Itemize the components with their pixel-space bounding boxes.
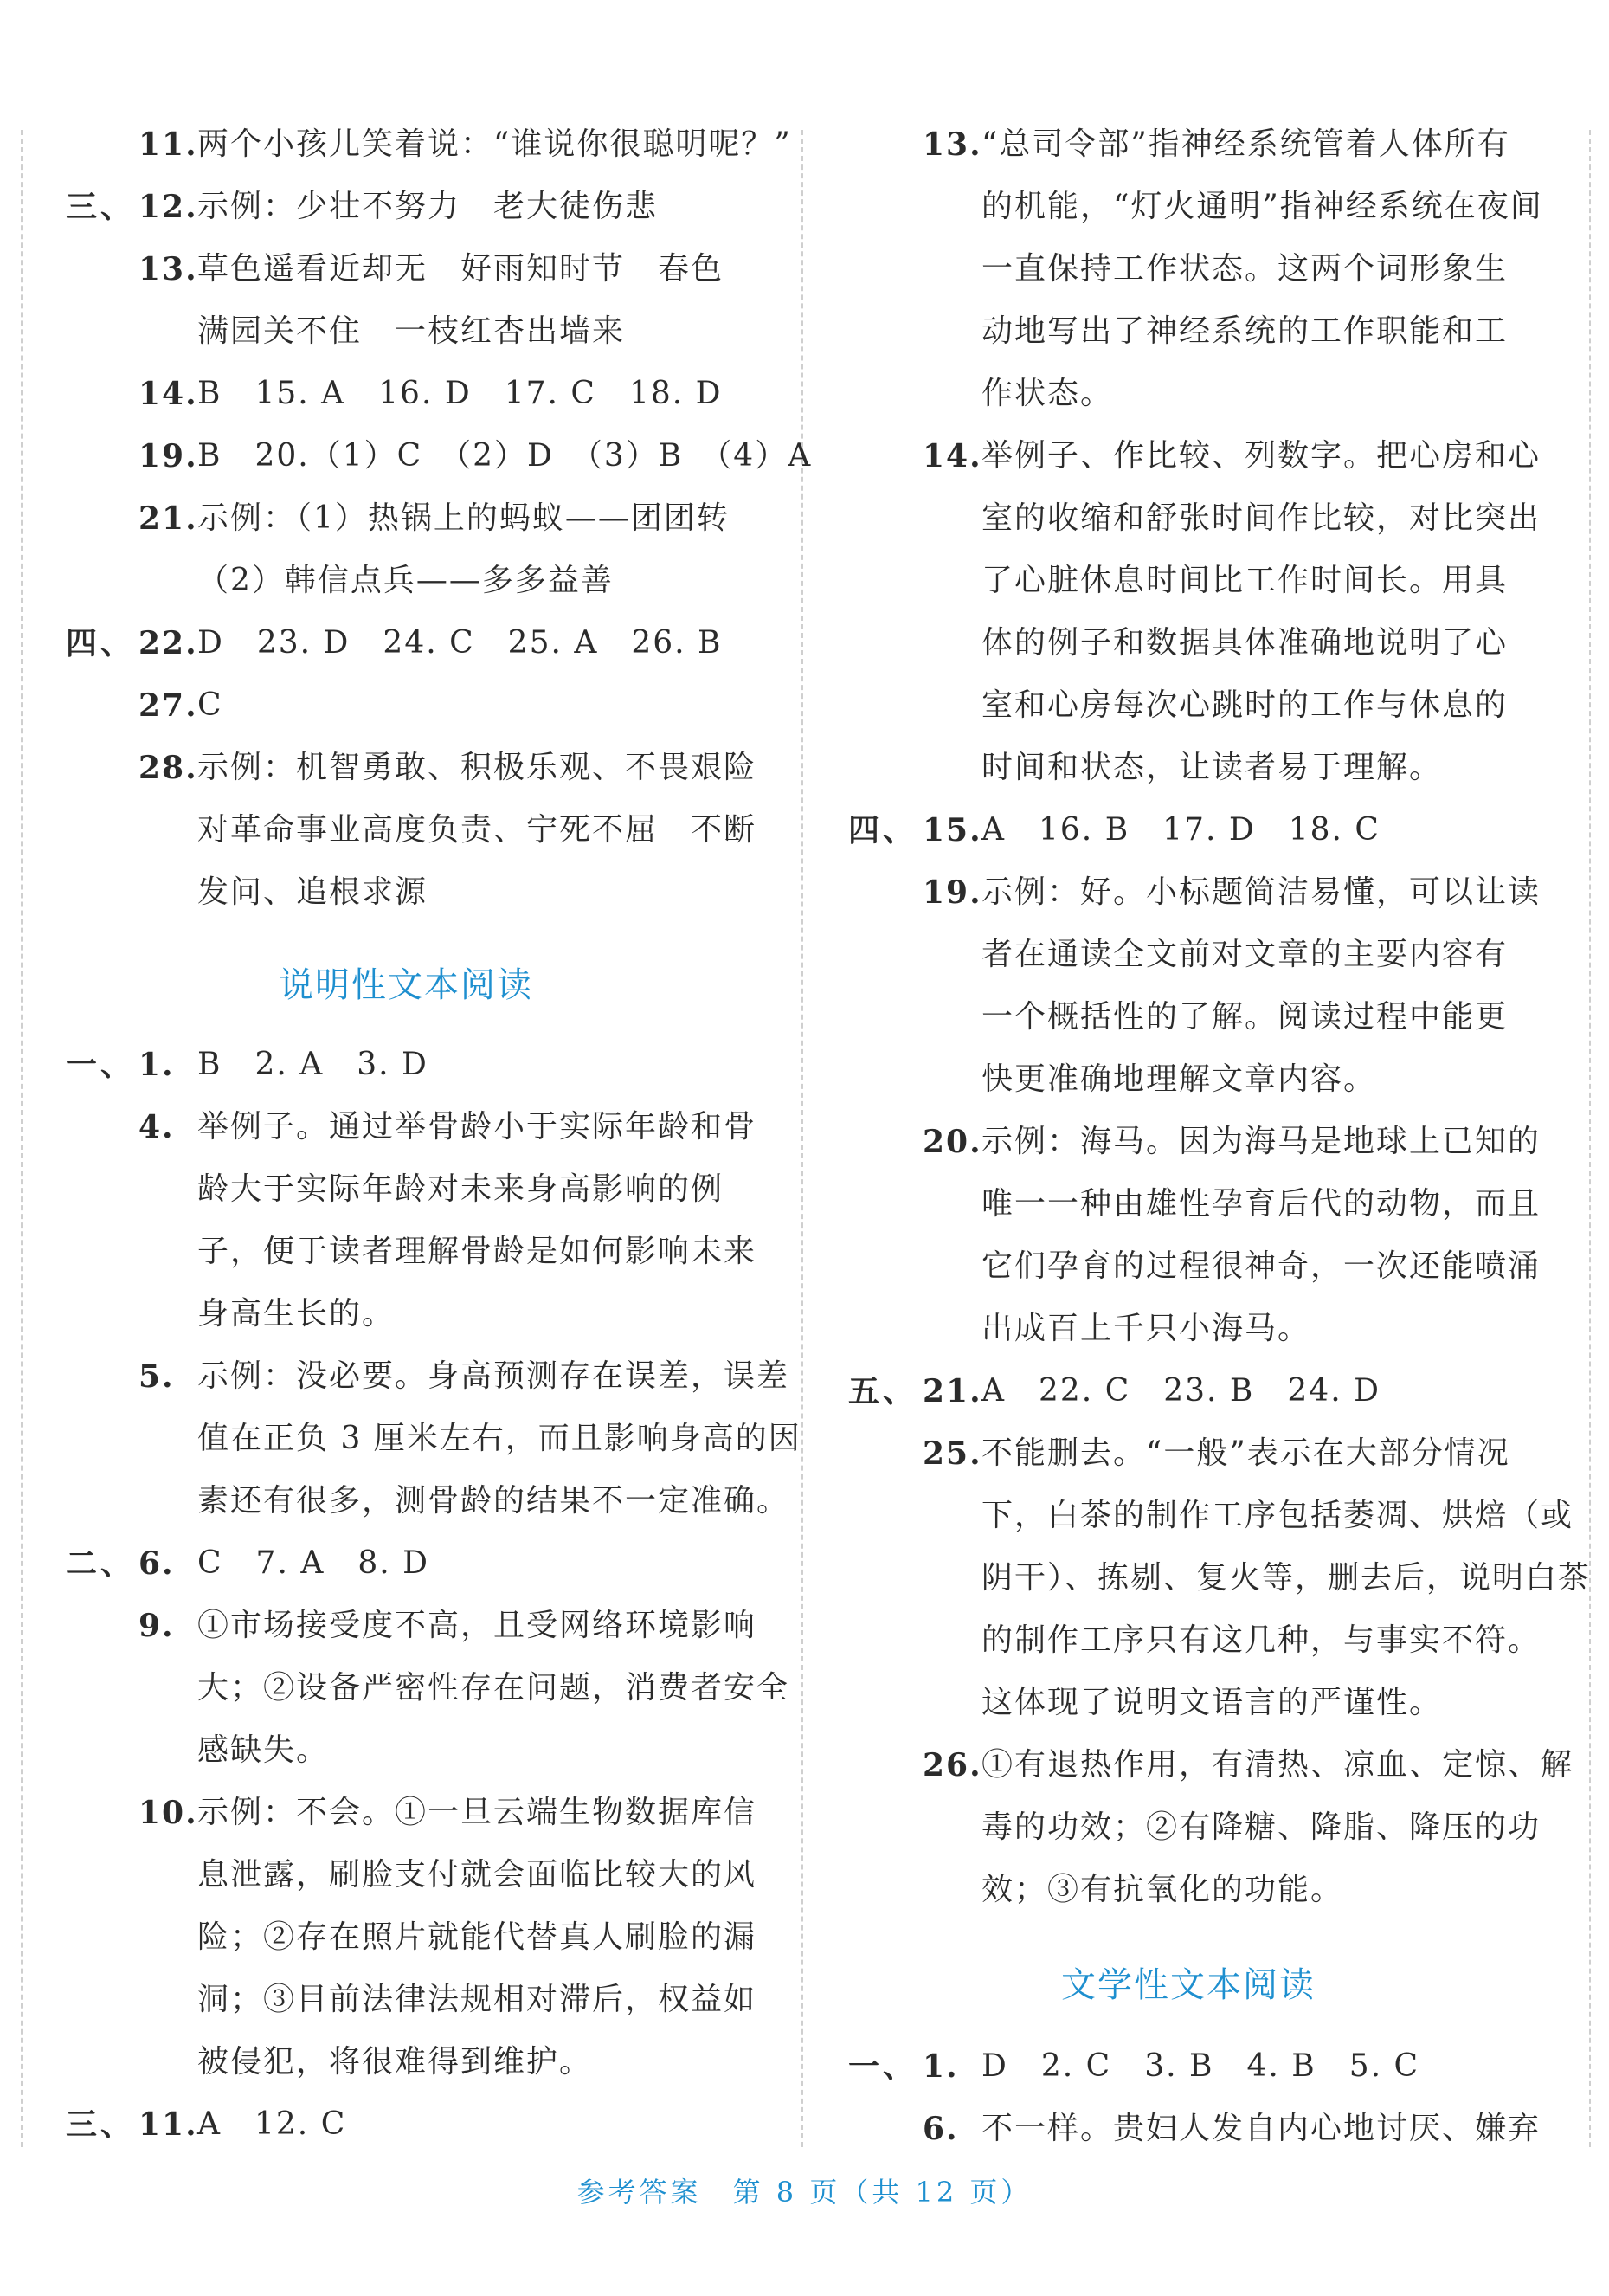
answer-text: 示例：没必要。身高预测存在误差，误差 xyxy=(197,1358,790,1394)
answer-text: 的机能，“灯火通明”指神经系统在夜间 xyxy=(981,189,1543,224)
section-number: 一、 xyxy=(848,2048,918,2085)
answer-text: 发问、追根求源 xyxy=(197,874,428,910)
answer-text: 洞；③目前法律法规相对滞后，权益如 xyxy=(197,1982,757,2017)
right-margin-dashed-line xyxy=(1589,130,1591,2147)
answer-text: 险；②存在照片就能代替真人刷脸的漏 xyxy=(197,1919,757,1955)
answer-text: D 2. C 3. B 4. B 5. C xyxy=(981,2048,1420,2084)
question-number: 25. xyxy=(923,1435,982,1472)
answer-text: 示例：海马。因为海马是地球上已知的 xyxy=(981,1124,1541,1159)
answer-text: 唯一一种由雄性孕育后代的动物，而且 xyxy=(981,1186,1541,1222)
answer-text: B 15. A 16. D 17. C 18. D xyxy=(197,376,723,411)
section-heading: 说明性文本阅读 xyxy=(279,965,533,1005)
section-number: 五、 xyxy=(848,1373,918,1409)
answer-text: ①有退热作用，有清热、凉血、定惊、解 xyxy=(981,1747,1574,1783)
answer-text: 不一样。贵妇人发自内心地讨厌、嫌弃 xyxy=(981,2111,1541,2146)
question-number: 14. xyxy=(923,438,982,474)
answer-text: 大；②设备严密性存在问题，消费者安全 xyxy=(197,1670,790,1706)
answer-text: 体的例子和数据具体准确地说明了心 xyxy=(981,625,1509,661)
question-number: 15. xyxy=(923,812,982,848)
answer-text: A 12. C xyxy=(197,2106,347,2142)
question-number: 12. xyxy=(138,189,198,225)
answer-text: 下，白茶的制作工序包括萎凋、烘焙（或 xyxy=(981,1498,1574,1533)
answer-text: 感缺失。 xyxy=(197,1732,330,1768)
question-number: 11. xyxy=(138,2106,198,2143)
answer-text: 示例：好。小标题简洁易懂，可以让读 xyxy=(981,874,1541,910)
answer-text: 示例：（1）热锅上的蚂蚁——团团转 xyxy=(197,500,730,536)
section-heading: 文学性文本阅读 xyxy=(1061,1965,1316,2005)
question-number: 21. xyxy=(138,500,198,537)
question-number: 5. xyxy=(138,1358,175,1395)
answer-text: 的制作工序只有这几种，与事实不符。 xyxy=(981,1622,1541,1658)
answer-text: A 22. C 23. B 24. D xyxy=(981,1373,1381,1409)
question-number: 27. xyxy=(138,687,198,724)
answer-text: 作状态。 xyxy=(981,376,1114,411)
answer-text: “总司令部”指神经系统管着人体所有 xyxy=(981,126,1510,162)
answer-text: 龄大于实际年龄对未来身高影响的例 xyxy=(197,1171,724,1207)
question-number: 6. xyxy=(138,1545,175,1582)
question-number: 11. xyxy=(138,126,198,163)
answer-text: 毒的功效；②有降糖、降脂、降压的功 xyxy=(981,1809,1541,1845)
question-number: 26. xyxy=(923,1747,982,1783)
answer-text: 示例：机智勇敢、积极乐观、不畏艰险 xyxy=(197,750,757,785)
answer-text: 息泄露，刷脸支付就会面临比较大的风 xyxy=(197,1857,757,1893)
question-number: 19. xyxy=(923,874,982,911)
section-number: 一、 xyxy=(66,1047,136,1083)
question-number: 1. xyxy=(138,1047,175,1083)
question-number: 10. xyxy=(138,1795,198,1831)
answer-text: 满园关不住 一枝红杏出墙来 xyxy=(197,313,626,349)
answer-text: 者在通读全文前对文章的主要内容有 xyxy=(981,937,1509,972)
answer-text: 身高生长的。 xyxy=(197,1296,396,1332)
answer-text: 示例：不会。①一旦云端生物数据库信 xyxy=(197,1795,757,1830)
question-number: 20. xyxy=(923,1124,982,1160)
answer-text: C 7. A 8. D xyxy=(197,1545,429,1581)
answer-text: 不能删去。“一般”表示在大部分情况 xyxy=(981,1435,1510,1471)
answer-text: 举例子。通过举骨龄小于实际年龄和骨 xyxy=(197,1109,757,1145)
answer-text: 快更准确地理解文章内容。 xyxy=(981,1061,1377,1097)
answer-text: D 23. D 24. C 25. A 26. B xyxy=(197,625,723,661)
answer-text: B 2. A 3. D xyxy=(197,1047,428,1082)
question-number: 6. xyxy=(923,2111,959,2147)
question-number: 14. xyxy=(138,376,198,412)
left-margin-dashed-line xyxy=(21,130,23,2147)
answer-text: 效；③有抗氧化的功能。 xyxy=(981,1872,1344,1907)
answer-text: B 20.（1）C （2）D （3）B （4）A xyxy=(197,438,813,474)
question-number: 4. xyxy=(138,1109,175,1145)
answer-text: 素还有很多，测骨龄的结果不一定准确。 xyxy=(197,1483,790,1519)
answer-text: 了心脏休息时间比工作时间长。用具 xyxy=(981,563,1509,598)
section-number: 四、 xyxy=(66,625,136,661)
answer-text: 一个概括性的了解。阅读过程中能更 xyxy=(981,999,1509,1035)
question-number: 21. xyxy=(923,1373,982,1409)
answer-text: 草色遥看近却无 好雨知时节 春色 xyxy=(197,251,724,287)
question-number: 13. xyxy=(923,126,982,163)
answer-text: 值在正负 3 厘米左右，而且影响身高的因 xyxy=(197,1421,801,1456)
question-number: 28. xyxy=(138,750,198,786)
answer-text: 它们孕育的过程很神奇，一次还能喷涌 xyxy=(981,1248,1541,1284)
answer-text: 示例：少壮不努力 老大徒伤悲 xyxy=(197,189,659,224)
answer-text: 两个小孩儿笑着说：“谁说你很聪明呢？” xyxy=(197,126,792,162)
answer-text: 对革命事业高度负责、宁死不屈 不断 xyxy=(197,812,757,848)
answer-text: ①市场接受度不高，且受网络环境影响 xyxy=(197,1608,757,1643)
answer-text: 这体现了说明文语言的严谨性。 xyxy=(981,1685,1443,1720)
answer-text: A 16. B 17. D 18. C xyxy=(981,812,1381,848)
answer-text: 子，便于读者理解骨龄是如何影响未来 xyxy=(197,1234,757,1269)
question-number: 1. xyxy=(923,2048,959,2085)
section-number: 三、 xyxy=(66,189,136,225)
page-footer: 参考答案 第 8 页（共 12 页） xyxy=(576,2176,1033,2209)
answer-text: 阴干）、拣剔、复火等，删去后，说明白茶 xyxy=(981,1560,1592,1596)
question-number: 13. xyxy=(138,251,198,287)
question-number: 19. xyxy=(138,438,198,474)
answer-text: 一直保持工作状态。这两个词形象生 xyxy=(981,251,1509,287)
answer-text: 室的收缩和舒张时间作比较，对比突出 xyxy=(981,500,1541,536)
question-number: 9. xyxy=(138,1608,175,1644)
answer-text: 时间和状态，让读者易于理解。 xyxy=(981,750,1443,785)
section-number: 四、 xyxy=(848,812,918,848)
answer-text: 动地写出了神经系统的工作职能和工 xyxy=(981,313,1509,349)
answer-text: 室和心房每次心跳时的工作与休息的 xyxy=(981,687,1509,723)
answer-text: 出成百上千只小海马。 xyxy=(981,1311,1311,1346)
answer-text: （2）韩信点兵——多多益善 xyxy=(197,563,614,598)
answer-text: C xyxy=(197,687,223,723)
section-number: 二、 xyxy=(66,1545,136,1582)
answer-text: 举例子、作比较、列数字。把心房和心 xyxy=(981,438,1541,474)
column-divider xyxy=(801,130,803,2147)
section-number: 三、 xyxy=(66,2106,136,2143)
question-number: 22. xyxy=(138,625,198,661)
answer-text: 被侵犯，将很难得到维护。 xyxy=(197,2044,593,2080)
